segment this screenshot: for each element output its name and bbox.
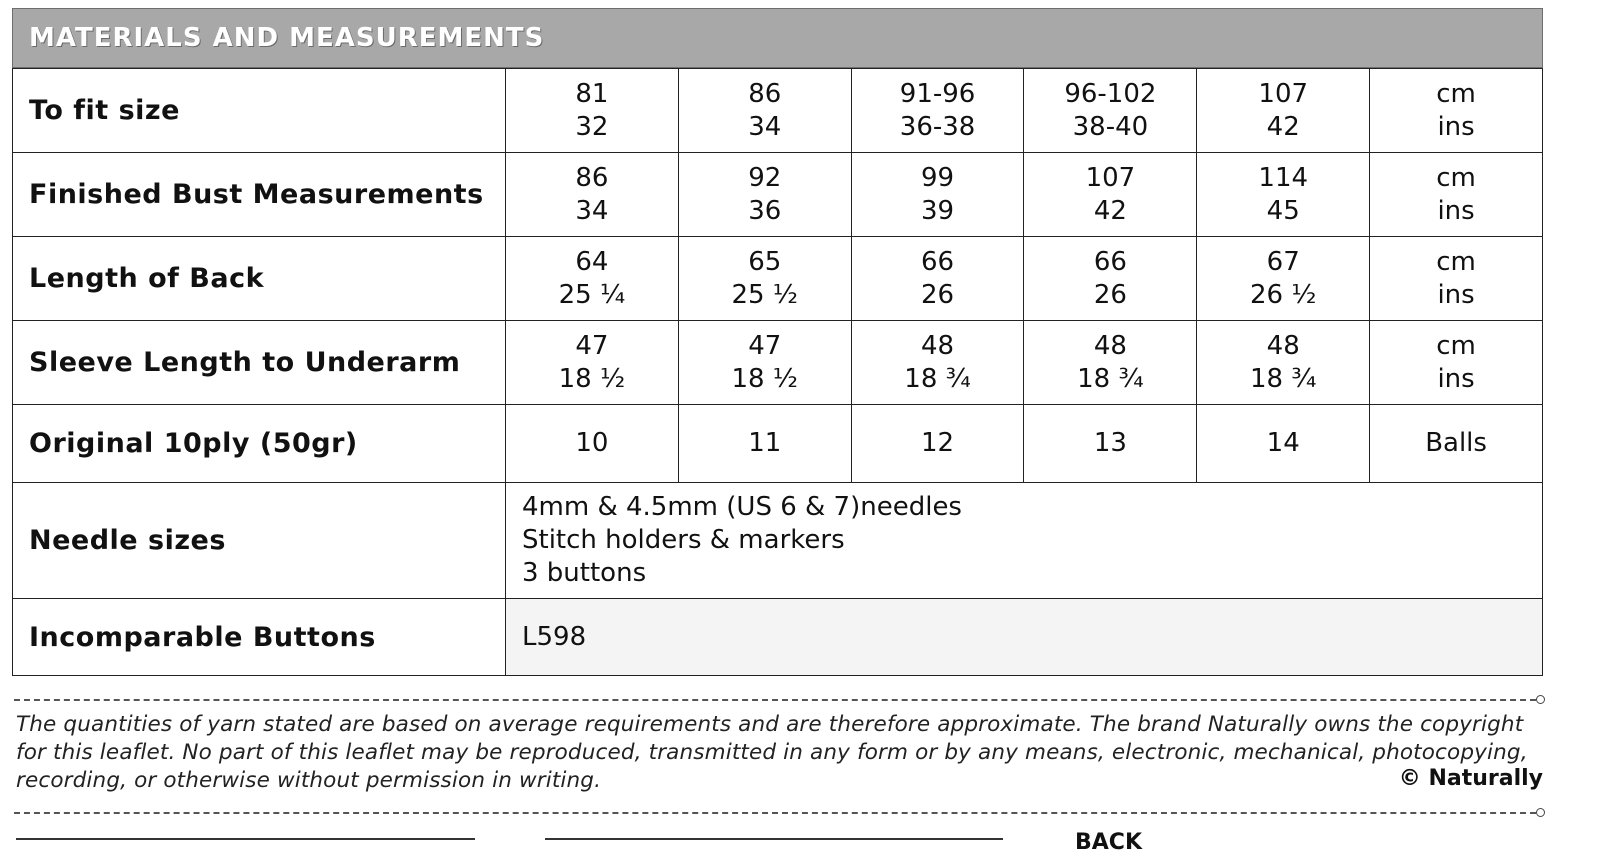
ins-value: 45 xyxy=(1266,195,1300,226)
ins-value: 34 xyxy=(575,195,609,226)
row-label: Length of Back xyxy=(13,237,506,321)
cm-value: 99 xyxy=(921,162,955,193)
ins-value: 18 ¾ xyxy=(1077,363,1144,394)
cm-value: 81 xyxy=(575,78,609,109)
cm-value: 48 xyxy=(1093,330,1127,361)
ins-value: 36-38 xyxy=(899,111,976,142)
unit-ins: ins xyxy=(1437,195,1475,226)
needle-line: Stitch holders & markers xyxy=(522,525,845,555)
ins-value: 26 xyxy=(921,279,955,310)
ins-value: 18 ½ xyxy=(731,363,799,394)
ins-value: 38-40 xyxy=(1072,111,1149,142)
cm-value: 47 xyxy=(748,330,782,361)
table-row xyxy=(13,599,1543,676)
dashed-divider xyxy=(14,699,1536,701)
table-row xyxy=(13,321,1543,405)
unit-cell xyxy=(1370,237,1543,321)
cm-value: 86 xyxy=(575,162,609,193)
table-cell xyxy=(851,153,1024,237)
ins-value: 25 ½ xyxy=(731,279,799,310)
unit-cell xyxy=(1370,321,1543,405)
table-row xyxy=(13,69,1543,153)
table-cell xyxy=(678,153,851,237)
unit-cm: cm xyxy=(1436,330,1476,361)
ins-value: 32 xyxy=(575,111,609,142)
row-label: Original 10ply (50gr) xyxy=(13,405,506,483)
ins-value: 26 ½ xyxy=(1249,279,1317,310)
cm-value: 48 xyxy=(1266,330,1300,361)
dashed-divider xyxy=(14,812,1536,814)
unit-cm: cm xyxy=(1436,162,1476,193)
cm-value: 91-96 xyxy=(899,78,976,109)
table-cell: 13 xyxy=(1024,405,1197,483)
table-row xyxy=(13,237,1543,321)
unit-ins: ins xyxy=(1437,279,1475,310)
ins-value: 18 ¾ xyxy=(904,363,971,394)
table-cell xyxy=(851,69,1024,153)
ins-value: 18 ¾ xyxy=(1249,363,1317,394)
table-cell xyxy=(1197,69,1370,153)
table-row xyxy=(13,153,1543,237)
section-rule xyxy=(545,838,1003,840)
cm-value: 92 xyxy=(748,162,782,193)
unit-ins: ins xyxy=(1437,111,1475,142)
ins-value: 42 xyxy=(1266,111,1300,142)
table-row xyxy=(13,483,1543,599)
section-header xyxy=(12,8,1543,68)
cm-value: 66 xyxy=(1093,246,1127,277)
table-cell xyxy=(1197,153,1370,237)
table-cell xyxy=(1197,321,1370,405)
cm-value: 96-102 xyxy=(1064,78,1157,109)
table-cell xyxy=(506,321,679,405)
unit-cm: cm xyxy=(1436,78,1476,109)
cm-value: 107 xyxy=(1085,162,1136,193)
table-cell xyxy=(851,321,1024,405)
disclaimer-text: The quantities of yarn stated are based on average requirements and are therefore approximate. The brand Naturally owns the copyright for this leaflet. No part of this leaflet may be reproduced, transmitted in any form or by any means, electronic, mechanical, photocopying, recording, or otherwise without permission in writing. xyxy=(16,712,1528,793)
cm-value: 67 xyxy=(1266,246,1300,277)
ins-value: 18 ½ xyxy=(558,363,626,394)
table-cell xyxy=(1024,69,1197,153)
ins-value: 34 xyxy=(748,111,782,142)
cm-value: 64 xyxy=(575,246,609,277)
needle-line: 4mm & 4.5mm (US 6 & 7)needles xyxy=(522,492,962,522)
table-cell xyxy=(1024,321,1197,405)
ins-value: 36 xyxy=(748,195,782,226)
buttons-cell: L598 xyxy=(506,599,1543,676)
measurements-table xyxy=(12,68,1543,676)
table-cell xyxy=(506,153,679,237)
ins-value: 42 xyxy=(1093,195,1127,226)
table-cell: 14 xyxy=(1197,405,1370,483)
table-cell xyxy=(506,69,679,153)
unit-cell xyxy=(1370,69,1543,153)
table-cell xyxy=(506,237,679,321)
table-cell xyxy=(678,237,851,321)
cm-value: 66 xyxy=(921,246,955,277)
ins-value: 26 xyxy=(1093,279,1127,310)
table-cell: 12 xyxy=(851,405,1024,483)
unit-cell xyxy=(1370,153,1543,237)
table-cell: 10 xyxy=(506,405,679,483)
needle-line: 3 buttons xyxy=(522,558,647,588)
table-cell xyxy=(1024,237,1197,321)
unit-cm: cm xyxy=(1436,246,1476,277)
ins-value: 39 xyxy=(921,195,955,226)
table-cell xyxy=(1197,237,1370,321)
copyright-text: © Naturally xyxy=(1398,766,1543,791)
cm-value: 107 xyxy=(1258,78,1309,109)
row-label: Needle sizes xyxy=(13,483,506,599)
row-label: Finished Bust Measurements xyxy=(13,153,506,237)
table-cell xyxy=(678,69,851,153)
needles-cell xyxy=(506,483,1543,599)
cm-value: 48 xyxy=(921,330,955,361)
materials-section xyxy=(12,8,1543,676)
table-cell xyxy=(851,237,1024,321)
ins-value: 25 ¼ xyxy=(558,279,626,310)
cm-value: 47 xyxy=(575,330,609,361)
section-rule xyxy=(16,838,475,840)
table-cell: 11 xyxy=(678,405,851,483)
section-title: MATERIALS AND MEASUREMENTS xyxy=(29,23,545,53)
table-cell xyxy=(1024,153,1197,237)
table-cell xyxy=(678,321,851,405)
cm-value: 65 xyxy=(748,246,782,277)
row-label: To fit size xyxy=(13,69,506,153)
table-row xyxy=(13,405,1543,483)
divider-end-dot xyxy=(1536,695,1545,704)
unit-cell: Balls xyxy=(1370,405,1543,483)
unit-ins: ins xyxy=(1437,363,1475,394)
row-label: Sleeve Length to Underarm xyxy=(13,321,506,405)
row-label: Incomparable Buttons xyxy=(13,599,506,676)
cm-value: 86 xyxy=(748,78,782,109)
cm-value: 114 xyxy=(1258,162,1309,193)
next-section-heading: BACK xyxy=(1075,830,1142,855)
divider-end-dot xyxy=(1536,808,1545,817)
